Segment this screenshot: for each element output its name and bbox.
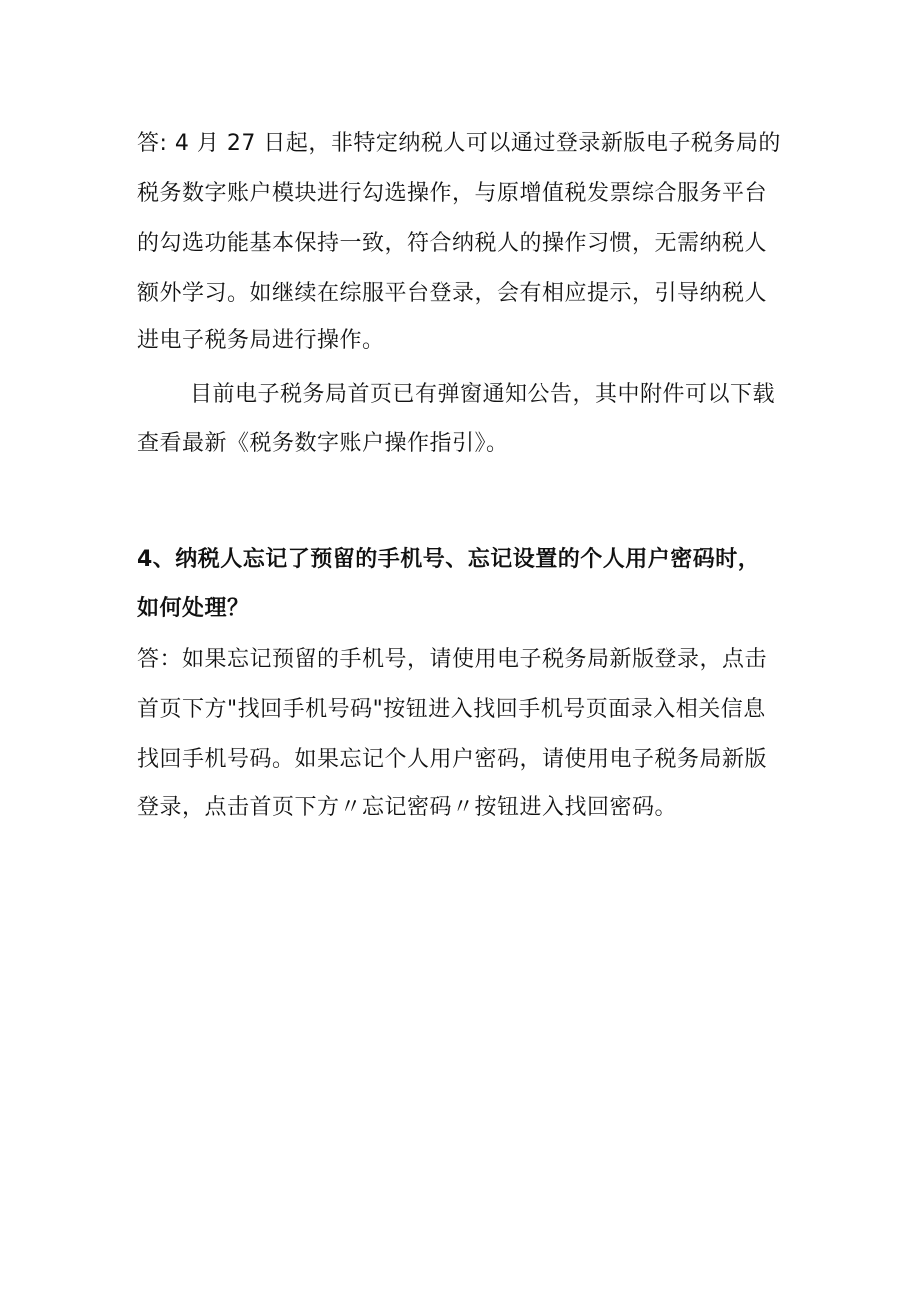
answer-4-line-2: 首页下方"找回手机号码"按钮进入找回手机号页面录入相关信息	[137, 697, 766, 722]
answer-3-para2-line-2: 查看最新《税务数字账户操作指引》。	[137, 431, 509, 456]
answer-4-line-1: 答：如果忘记预留的手机号，请使用电子税务局新版登录，点击	[137, 647, 768, 672]
answer-3-line-3: 的勾选功能基本保持一致，符合纳税人的操作习惯，无需纳税人	[137, 231, 768, 256]
answer-3-line-2: 税务数字账户模块进行勾选操作，与原增值税发票综合服务平台	[137, 181, 768, 206]
answer-3-line-4: 额外学习。如继续在综服平台登录，会有相应提示，引导纳税人	[137, 281, 768, 306]
answer-3-line-5: 进电子税务局进行操作。	[137, 328, 385, 353]
answer-3-para2-line-1: 目前电子税务局首页已有弹窗通知公告，其中附件可以下载	[190, 382, 776, 407]
question-4-line-1: 4、纳税人忘记了预留的手机号、忘记设置的个人用户密码时，	[137, 547, 761, 572]
question-4-line-2: 如何处理？	[137, 596, 250, 621]
answer-4-line-4: 登录，点击首页下方〃忘记密码〃按钮进入找回密码。	[137, 795, 678, 820]
answer-3-line-1: 答: 4 月 27 日起，非特定纳税人可以通过登录新版电子税务局的	[137, 131, 781, 156]
answer-4-line-3: 找回手机号码。如果忘记个人用户密码，请使用电子税务局新版	[137, 747, 768, 772]
